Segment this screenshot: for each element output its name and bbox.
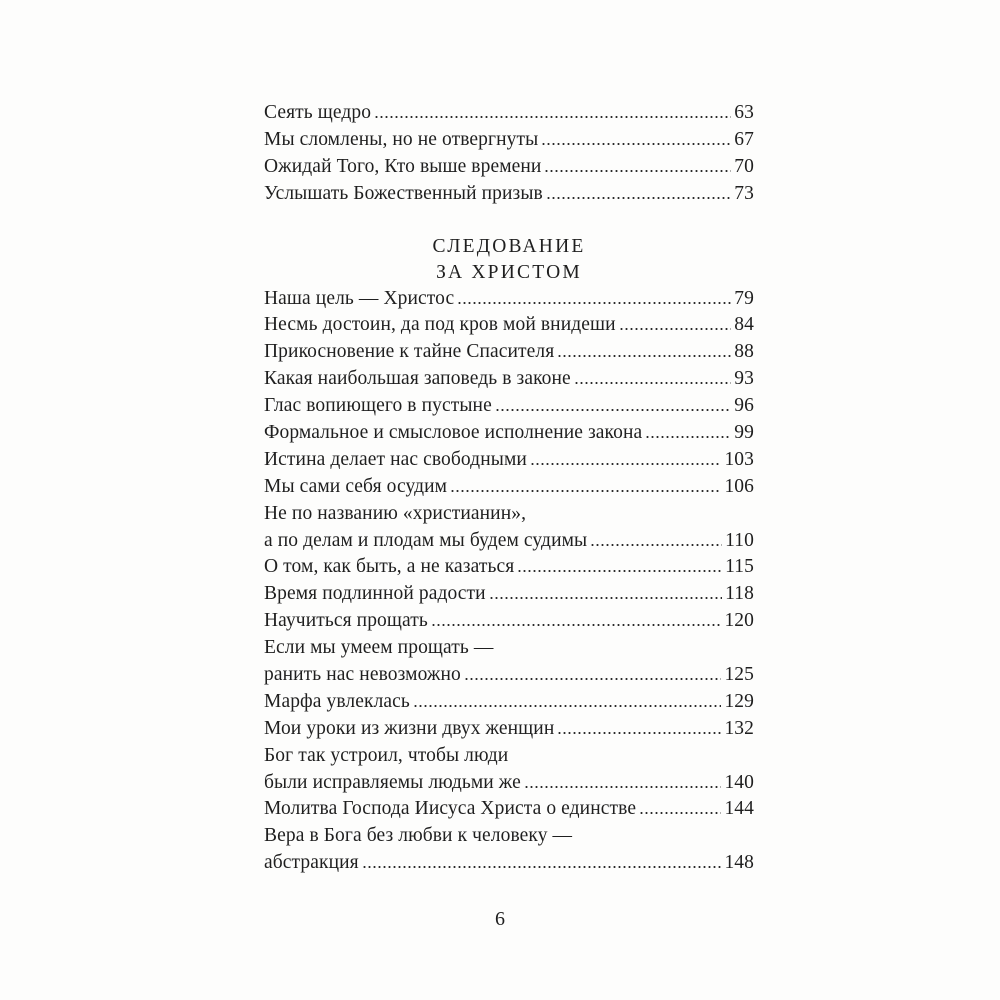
dot-leader	[489, 596, 722, 600]
toc-entry-page: 148	[724, 852, 754, 874]
toc-entry-title: Марфа увлеклась	[264, 690, 410, 712]
toc-entry-title: Время подлинной радости	[264, 583, 486, 605]
toc-entry	[264, 554, 754, 581]
toc-entry-title: абстракция	[264, 852, 359, 874]
dot-leader	[495, 408, 731, 412]
toc-entry	[264, 581, 754, 608]
toc-entry	[264, 528, 754, 555]
section-heading-line1: СЛЕДОВАНИЕ	[432, 235, 586, 257]
toc-entry	[264, 850, 754, 877]
toc-entry	[264, 312, 754, 339]
toc-entry-title: Мои уроки из жизни двух женщин	[264, 717, 555, 739]
toc-entry-page: 84	[734, 314, 754, 336]
dot-leader	[374, 115, 731, 119]
toc-entry-title: Наша цель — Христос	[264, 287, 455, 309]
dot-leader	[450, 489, 721, 493]
toc-entry-title: были исправляемы людьми же	[264, 771, 521, 793]
toc-entry-page: 99	[734, 422, 754, 444]
toc-list-main	[264, 286, 754, 878]
toc-entry	[264, 100, 754, 127]
toc-entry	[264, 608, 754, 635]
toc-entry-page: 96	[734, 395, 754, 417]
toc-entry	[264, 339, 754, 366]
toc-entry-page: 110	[725, 529, 754, 551]
toc-entry-page: 106	[724, 475, 754, 497]
toc-entry-title: Молитва Господа Иисуса Христа о единстве	[264, 798, 637, 820]
toc-entry	[264, 743, 754, 770]
dot-leader	[541, 142, 731, 146]
toc-entry	[264, 127, 754, 154]
toc-list-top	[264, 100, 754, 208]
toc-entry	[264, 286, 754, 313]
toc-entry-title: Не по названию «христианин»,	[264, 502, 527, 524]
toc-entry	[264, 716, 754, 743]
toc-entry-title: Истина делает нас свободными	[264, 448, 527, 470]
dot-leader	[645, 435, 731, 439]
toc-entry-title: Формальное и смысловое исполнение закона	[264, 422, 643, 444]
dot-leader	[590, 543, 722, 547]
toc-entry-title: Вера в Бога без любви к человеку —	[264, 825, 573, 847]
toc-entry	[264, 689, 754, 716]
toc-entry-title: а по делам и плодам мы будем судимы	[264, 529, 588, 551]
toc-entry-title: Какая наибольшая заповедь в законе	[264, 368, 571, 390]
dot-leader	[639, 811, 721, 815]
toc-entry-page: 79	[734, 287, 754, 309]
dot-leader	[431, 623, 722, 627]
toc-entry-page: 118	[725, 583, 754, 605]
toc-entry-page: 73	[734, 182, 754, 204]
dot-leader	[557, 354, 731, 358]
toc-entry-title: Мы сами себя осудим	[264, 475, 448, 497]
toc-entry-page: 115	[725, 556, 754, 578]
toc-entry	[264, 474, 754, 501]
toc-entry-title: Услышать Божественный призыв	[264, 182, 543, 204]
toc-entry-title: Сеять щедро	[264, 102, 372, 123]
toc-entry	[264, 823, 754, 850]
dot-leader	[457, 301, 731, 305]
page-number: 6	[495, 908, 505, 930]
dot-leader	[464, 677, 722, 681]
toc-entry	[264, 366, 754, 393]
toc-entry-title: Научиться прощать	[264, 610, 428, 632]
toc-entry-title: Несмь достоин, да под кров мой внидеши	[264, 314, 616, 336]
toc-entry	[264, 447, 754, 474]
toc-entry	[264, 796, 754, 823]
toc-entry-page: 63	[734, 102, 754, 123]
toc-entry-page: 93	[734, 368, 754, 390]
table-of-contents	[264, 100, 754, 877]
dot-leader	[524, 785, 722, 789]
toc-entry-title: Ожидай Того, Кто выше времени	[264, 155, 542, 177]
toc-entry	[264, 770, 754, 797]
toc-entry-page: 88	[734, 341, 754, 363]
dot-leader	[362, 865, 722, 869]
dot-leader	[530, 462, 722, 466]
toc-entry-page: 70	[734, 155, 754, 177]
toc-entry-title: ранить нас невозможно	[264, 664, 461, 686]
toc-entry	[264, 662, 754, 689]
toc-entry-page: 120	[724, 610, 754, 632]
toc-entry	[264, 393, 754, 420]
toc-entry-page: 144	[724, 798, 754, 820]
section-heading	[264, 234, 754, 286]
toc-entry-page: 103	[724, 448, 754, 470]
toc-entry-page: 129	[724, 690, 754, 712]
toc-entry-title: Если мы умеем прощать —	[264, 637, 494, 659]
toc-entry-page: 67	[734, 128, 754, 150]
dot-leader	[413, 704, 722, 708]
toc-entry	[264, 501, 754, 528]
toc-entry	[264, 154, 754, 181]
dot-leader	[517, 569, 722, 573]
toc-entry-title: Глас вопиющего в пустыне	[264, 395, 492, 417]
toc-entry-page: 140	[724, 771, 754, 793]
dot-leader	[619, 327, 732, 331]
dot-leader	[544, 169, 731, 173]
toc-entry-page: 132	[724, 717, 754, 739]
section-heading-line2: ЗА ХРИСТОМ	[436, 261, 582, 283]
toc-entry	[264, 635, 754, 662]
toc-entry-title: О том, как быть, а не казаться	[264, 556, 515, 578]
dot-leader	[574, 381, 732, 385]
toc-entry-title: Прикосновение к тайне Спасителя	[264, 341, 555, 363]
dot-leader	[546, 196, 731, 200]
toc-entry-title: Мы сломлены, но не отвергнуты	[264, 128, 539, 150]
toc-entry-page: 125	[724, 664, 754, 686]
toc-entry-title: Бог так устроил, чтобы люди	[264, 744, 509, 766]
toc-entry	[264, 181, 754, 208]
toc-entry	[264, 420, 754, 447]
dot-leader	[557, 731, 721, 735]
